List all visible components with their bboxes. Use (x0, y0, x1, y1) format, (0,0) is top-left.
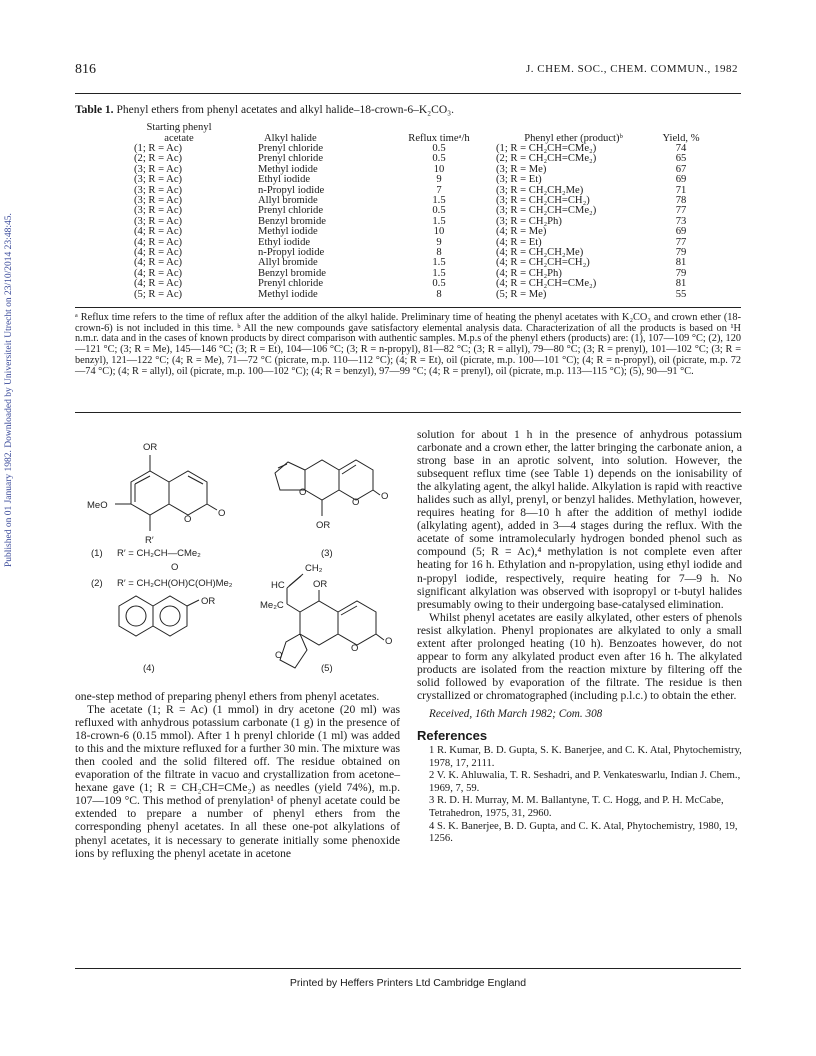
cell-starting-acetate: (4; R = Ac) (134, 226, 183, 238)
chemical-structures-figure (75, 428, 405, 680)
cell-starting-acetate: (4; R = Ac) (134, 247, 183, 259)
right-paragraph-1: solution for about 1 h in the presence of anhydrous potassium carbonate and a crown ether, the latter bringing the carbonate anion, a strong base in an aprotic solvent, into solution. However, the subsequent reflux time (see Table 1) depends on the ionisability of the alkylating agent, the alkyl halide. Alkylation is rapid with reactive halides such as allyl, prenyl, or benzyl halides. Methylation, however, requires heating for 8—10 h after the addition of methyl iodide (alkylating agent), added in 3—4 stages during the reflux. With the acetate of some intramolecularly hydrogen bonded phenol such as compound (5; R = Ac),⁴ methylation is not complete even after heating for 16 h. Ethylation and n-propylation, using ethyl iodide and n-propyl iodide, respectively, require heating for 7—9 h. No significant alkylation was observed with isopropyl or t-butyl halides presumably owing to their undergoing base-catalysed elimination. (417, 428, 742, 611)
table-row (134, 165, 711, 175)
header-phenyl-ether: Phenyl ether (product)ᵇ (524, 133, 623, 144)
structure-5-furan-o: O (275, 650, 283, 661)
structure-1-carbonyl-o: O (218, 508, 226, 519)
table-body (134, 144, 711, 300)
cell-phenyl-ether: (2; R = CH₂CH=CMe₂) (496, 153, 597, 165)
cell-yield: 65 (675, 153, 687, 165)
cell-phenyl-ether: (3; R = CH₂CH=CMe₂) (496, 205, 597, 217)
cell-reflux-time: 9 (436, 174, 442, 186)
structure-1-r-definition: R′ = CH₂CH—CMe₂ (117, 548, 201, 559)
cell-phenyl-ether: (3; R = Me) (496, 163, 547, 175)
table-row (134, 290, 711, 300)
table-header-row (134, 122, 711, 144)
references-list (417, 745, 742, 846)
cell-reflux-time: 1.5 (432, 215, 446, 227)
phenyl-ethers-table (134, 122, 711, 300)
cell-starting-acetate: (2; R = Ac) (134, 153, 183, 165)
cell-reflux-time: 8 (436, 288, 442, 300)
received-line: Received, 16th March 1982; Com. 308 (429, 707, 603, 720)
references-title: References (417, 728, 488, 744)
cell-alkyl-halide: Prenyl chloride (258, 153, 324, 165)
cell-alkyl-halide: Ethyl iodide (258, 236, 311, 248)
cell-reflux-time: 8 (436, 247, 442, 259)
header-reflux-time: Reflux timeᵃ/h (408, 133, 470, 144)
table-row (134, 217, 711, 227)
table-row (134, 258, 711, 268)
structure-4-skeleton (119, 596, 199, 636)
left-column (75, 690, 400, 860)
structure-5-hc: HC (271, 580, 285, 591)
cell-alkyl-halide: n-Propyl iodide (258, 184, 325, 196)
right-paragraph-2: Whilst phenyl acetates are easily alkylated, other esters of phenols resist alkylation. Phenyl propionates are alkylated to only a small extent after prolonged heating (10 h). Benzoates however, do not appear to form any alkylated product even after 16 h. The alkylated products are isolated from the reaction mixture by filtering off the solid followed by evaporation of the filtrate. The residue is then crystallized or chromatographed (including p.l.c.) to obtain the ether. (417, 610, 742, 702)
cell-yield: 77 (675, 236, 687, 248)
cell-alkyl-halide: Prenyl chloride (258, 205, 324, 217)
structure-1-or: OR (143, 442, 158, 453)
reference-item: 3 R. D. H. Murray, M. M. Ballantyne, T. C. Hogg, and P. H. McCabe, Tetrahedron, 1975, 31, 2960. (429, 795, 724, 820)
cell-reflux-time: 0.5 (432, 205, 446, 217)
cell-yield: 79 (675, 247, 687, 259)
structure-3-carbonyl-o: O (381, 491, 389, 502)
cell-alkyl-halide: Methyl iodide (258, 226, 318, 238)
cell-phenyl-ether: (1; R = CH₂CH=CMe₂) (496, 143, 597, 154)
cell-yield: 78 (675, 195, 687, 207)
structure-3-furan-o: O (299, 487, 307, 498)
table-row (134, 227, 711, 237)
cell-starting-acetate: (4; R = Ac) (134, 257, 183, 269)
printer-footer: Printed by Heffers Printers Ltd Cambridge England (289, 977, 527, 989)
cell-phenyl-ether: (4; R = CH₂CH₂Me) (496, 247, 584, 259)
download-sidebar-note: Published on 01 January 1982. Downloaded by Universiteit Utrecht on 23/10/2014 23:48:45. (4, 213, 14, 567)
cell-reflux-time: 0.5 (432, 153, 446, 165)
table-row (134, 196, 711, 206)
cell-yield: 69 (675, 174, 687, 186)
structure-1-skeleton (115, 455, 217, 531)
table-rule (75, 307, 741, 308)
cell-starting-acetate: (4; R = Ac) (134, 278, 183, 290)
structure-3-label: (3) (321, 548, 333, 559)
cell-phenyl-ether: (3; R = CH₂Ph) (496, 215, 562, 227)
cell-starting-acetate: (4; R = Ac) (134, 267, 183, 279)
reference-item: 4 S. K. Banerjee, B. D. Gupta, and C. K. Atal, Phytochemistry, 1980, 19, 1256. (429, 820, 738, 845)
header-alkyl-halide: Alkyl halide (264, 133, 317, 144)
table-row (134, 279, 711, 289)
cell-phenyl-ether: (4; R = Me) (496, 226, 547, 238)
cell-phenyl-ether: (3; R = CH₂CH=CH₂) (496, 195, 590, 207)
structure-5-or: OR (313, 579, 328, 590)
structure-5-carbonyl-o: O (385, 636, 393, 647)
table-footnote: ᵃ Reflux time refers to the time of reflux after the addition of the alkyl halide. Preliminary time of heating the phenyl acetates with K₂CO₃ and crown ether (18-crown-6) is not included in this time. ᵇ All the new compounds gave satisfactory elemental analysis data. Characterization of all the products is based on ¹H n.m.r. data and in the cases of known products by direct comparison with authentic samples. M.p.s of the phenyl ethers (products) are: (1), 107—109 °C; (2), 120—121 °C; (3; R = Me), 145—146 °C; (3; R = Et), 104—106 °C; (3; R = n-propyl), 81—82 °C; (3; R = allyl), 79—80 °C; (3; R = prenyl), 101—102 °C; (3; R = benzyl), 121—122 °C; (4; R = Me), 71—72 °C (picrate, m.p. 110—112 °C); (4; R = Et), oil (picrate, m.p. 100—101 °C); (4; R = n-propyl), oil (picrate, m.p. 72—74 °C); (4; R = allyl), oil (picrate, m.p. 100—102 °C); (4; R = benzyl), 97—99 °C; (4; R = prenyl), oil (picrate, m.p. 113—115 °C); (5), 90—91 °C. (75, 312, 741, 377)
cell-phenyl-ether: (4; R = CH₂CH=CH₂) (496, 257, 590, 269)
cell-starting-acetate: (1; R = Ac) (134, 143, 183, 154)
journal-running-head: J. CHEM. SOC., CHEM. COMMUN., 1982 (526, 63, 738, 75)
right-column (417, 428, 742, 846)
page-number: 816 (75, 62, 96, 77)
cell-yield: 73 (675, 215, 687, 227)
table-row (134, 175, 711, 185)
cell-alkyl-halide: Methyl iodide (258, 163, 318, 175)
header-yield: Yield, % (662, 133, 700, 144)
table-caption-label: Table 1. (75, 104, 114, 116)
left-paragraph-1: one-step method of preparing phenyl ethers from phenyl acetates. (75, 690, 380, 703)
structure-1-r-prime: R′ (145, 535, 154, 546)
cell-alkyl-halide: Benzyl bromide (258, 267, 326, 279)
cell-reflux-time: 10 (433, 226, 445, 238)
cell-starting-acetate: (4; R = Ac) (134, 236, 183, 248)
footnote-rule (75, 412, 741, 413)
cell-alkyl-halide: Benzyl bromide (258, 215, 326, 227)
cell-alkyl-halide: Methyl iodide (258, 288, 318, 300)
cell-starting-acetate: (5; R = Ac) (134, 288, 183, 300)
cell-yield: 55 (675, 288, 687, 300)
header-starting-acetate: Starting phenyl acetate (146, 122, 212, 144)
structure-3-skeleton (275, 460, 380, 516)
cell-alkyl-halide: Allyl bromide (258, 195, 318, 207)
structure-4-label: (4) (143, 663, 155, 674)
reference-item: 2 V. K. Ahluwalia, T. R. Seshadri, and P. Venkateswarlu, Indian J. Chem., 1969, 7, 59. (429, 770, 741, 794)
table-caption-text: Phenyl ethers from phenyl acetates and alkyl halide–18-crown-6–K₂CO₃. (116, 104, 455, 116)
cell-starting-acetate: (3; R = Ac) (134, 205, 183, 217)
cell-alkyl-halide: Prenyl chloride (258, 278, 324, 290)
cell-starting-acetate: (3; R = Ac) (134, 174, 183, 186)
structure-5-ch2: CH₂ (305, 563, 323, 574)
cell-starting-acetate: (3; R = Ac) (134, 195, 183, 207)
header-rule (75, 93, 741, 94)
cell-yield: 81 (675, 257, 687, 269)
cell-yield: 74 (675, 143, 687, 154)
reference-item: 1 R. Kumar, B. D. Gupta, S. K. Banerjee, and C. K. Atal, Phytochemistry, 1978, 17, 2111. (429, 745, 742, 769)
structure-5-skeleton (280, 574, 384, 668)
cell-phenyl-ether: (5; R = Me) (496, 288, 547, 300)
table-row (134, 186, 711, 196)
cell-alkyl-halide: Allyl bromide (258, 257, 318, 269)
cell-starting-acetate: (3; R = Ac) (134, 184, 183, 196)
cell-starting-acetate: (3; R = Ac) (134, 215, 183, 227)
structure-5-ring-o: O (351, 643, 359, 654)
cell-reflux-time: 7 (436, 184, 442, 196)
structure-1-epoxide-o: O (171, 562, 179, 573)
structure-1-meo: MeO (87, 500, 108, 511)
cell-yield: 69 (675, 226, 687, 238)
cell-yield: 71 (675, 184, 687, 196)
cell-phenyl-ether: (4; R = CH₂Ph) (496, 267, 562, 279)
table-row (134, 206, 711, 216)
cell-phenyl-ether: (4; R = Et) (496, 236, 542, 248)
structure-1-ring-o: O (184, 514, 192, 525)
structure-5-label: (5) (321, 663, 333, 674)
structure-5-me2c: Me₂C (260, 600, 284, 611)
cell-reflux-time: 1.5 (432, 257, 446, 269)
cell-yield: 79 (675, 267, 687, 279)
table-row (134, 154, 711, 164)
cell-reflux-time: 10 (433, 163, 445, 175)
cell-phenyl-ether: (3; R = CH₂CH₂Me) (496, 184, 584, 196)
cell-reflux-time: 1.5 (432, 195, 446, 207)
cell-reflux-time: 0.5 (432, 278, 446, 290)
cell-phenyl-ether: (3; R = Et) (496, 174, 542, 186)
cell-alkyl-halide: Ethyl iodide (258, 174, 311, 186)
cell-yield: 67 (675, 163, 687, 175)
structure-3-or: OR (316, 520, 331, 531)
structure-2-label: (2) (91, 578, 103, 589)
structure-3-ring-o: O (352, 497, 360, 508)
structure-4-or: OR (201, 596, 216, 607)
cell-phenyl-ether: (4; R = CH₂CH=CMe₂) (496, 278, 597, 290)
cell-reflux-time: 0.5 (432, 143, 446, 154)
structure-1-label: (1) (91, 548, 103, 559)
structure-2-r-definition: R′ = CH₂CH(OH)C(OH)Me₂ (117, 578, 233, 589)
cell-alkyl-halide: Prenyl chloride (258, 143, 324, 154)
cell-alkyl-halide: n-Propyl iodide (258, 247, 325, 259)
cell-reflux-time: 9 (436, 236, 442, 248)
cell-yield: 77 (675, 205, 687, 217)
cell-yield: 81 (675, 278, 687, 290)
table-row (134, 238, 711, 248)
table-row (134, 248, 711, 258)
footer-rule (75, 968, 741, 969)
table-row (134, 269, 711, 279)
table-caption (75, 104, 454, 116)
cell-starting-acetate: (3; R = Ac) (134, 163, 183, 175)
table-row (134, 144, 711, 154)
cell-reflux-time: 1.5 (432, 267, 446, 279)
left-paragraph-2: The acetate (1; R = Ac) (1 mmol) in dry acetone (20 ml) was refluxed with anhydrous potassium carbonate (1 g) in the presence of 18-crown-6 (0.15 mmol). After 1 h prenyl chloride (1 ml) was added to this and the mixture refluxed for a further 30 min. The mixture was then cooled and the solid filtered off. The residue obtained on evaporation of the filtrate in vacuo and crystallization from acetone–hexane gave (1; R = CH₂CH=CMe₂) as needles (yield 74%), m.p. 107—109 °C. This method of prenylation¹ of phenyl acetate could be extended to prepare a number of phenyl ethers from the corresponding phenyl acetates. In all these one-pot alkylations of phenyl acetates, it is necessary to generate initially some phenoxide ions by refluxing the phenyl acetate in acetone (75, 703, 400, 860)
